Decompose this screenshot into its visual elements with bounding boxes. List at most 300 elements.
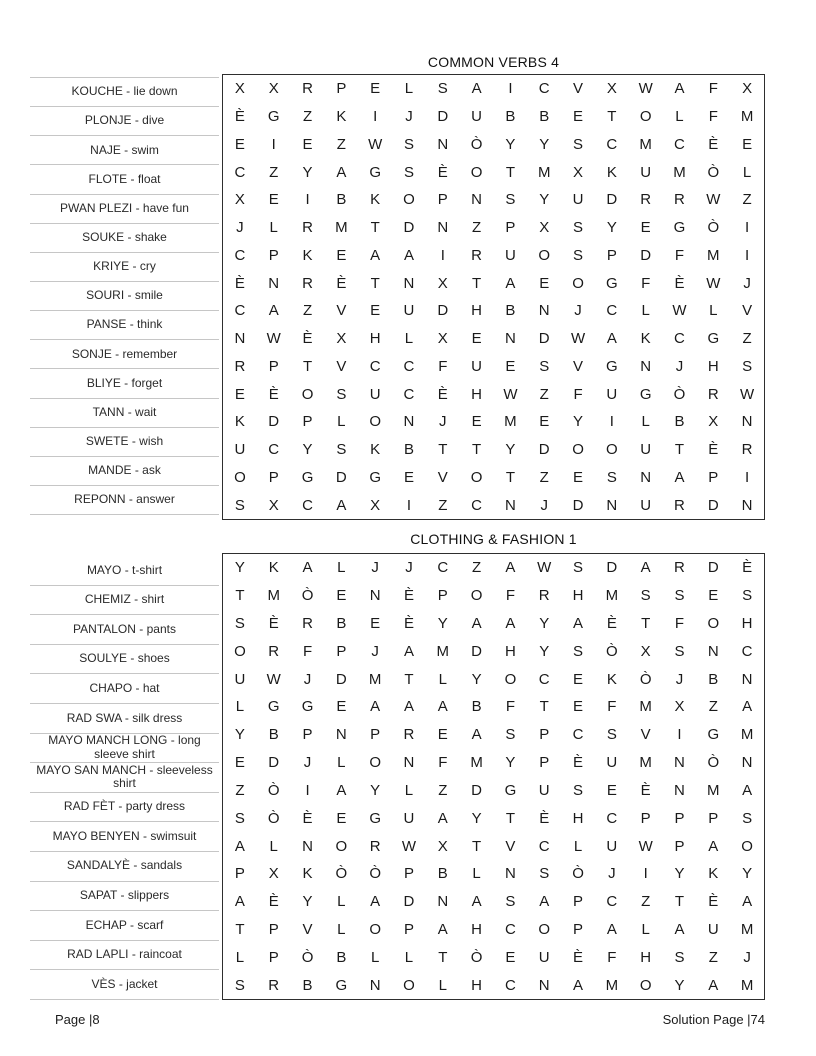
grid-letter: È — [403, 587, 414, 605]
grid-letter: F — [641, 274, 651, 292]
grid-letter: C — [538, 670, 550, 688]
grid-letter: Y — [505, 441, 516, 459]
grid-letter: J — [405, 559, 413, 577]
grid-letter: C — [572, 726, 584, 744]
grid-letter: L — [337, 559, 346, 577]
grid-letter: D — [403, 893, 415, 911]
word-list-item: MAYO BENYEN - swimsuit — [30, 822, 219, 852]
grid-letter: P — [336, 642, 347, 660]
grid-letter: C — [606, 809, 618, 827]
word-list-item: SOURI - smile — [30, 282, 219, 311]
grid-letter: Y — [302, 163, 313, 181]
grid-letter: S — [742, 809, 753, 827]
solution-page-reference: Solution Page |74 — [662, 1012, 765, 1027]
grid-letter: K — [234, 413, 245, 431]
grid-letter: H — [471, 302, 483, 320]
grid-letter: E — [370, 302, 381, 320]
grid-letter: D — [538, 441, 550, 459]
grid-letter: R — [302, 615, 313, 633]
grid-letter: N — [403, 754, 415, 772]
grid-letter: C — [538, 80, 550, 98]
grid-letter: E — [268, 191, 279, 209]
word-list-item: SOUKE - shake — [30, 224, 219, 253]
grid-letter: V — [573, 357, 584, 375]
grid-letter: F — [708, 80, 718, 98]
grid-letter: A — [640, 559, 651, 577]
grid-letter: Y — [539, 191, 550, 209]
grid-letter: T — [235, 587, 245, 605]
grid-letter: F — [302, 642, 313, 660]
grid-letter: G — [707, 330, 720, 348]
grid-letter: M — [740, 920, 754, 938]
grid-letter: N — [437, 893, 449, 911]
grid-letter: O — [403, 191, 415, 209]
grid-letter: B — [437, 865, 448, 883]
grid-letter: T — [674, 441, 685, 459]
grid-letter: A — [437, 698, 448, 716]
word-list-clothing-fashion — [30, 556, 219, 1000]
grid-letter: È — [302, 330, 313, 348]
grid-letter: I — [305, 191, 310, 209]
grid-letter: A — [302, 559, 313, 577]
grid-letter: Ò — [470, 135, 483, 153]
grid-letter: S — [573, 246, 584, 264]
grid-letter: S — [674, 948, 685, 966]
grid-letter: D — [403, 219, 415, 237]
grid-letter: N — [369, 976, 381, 994]
grid-letter: C — [403, 357, 415, 375]
grid-letter: M — [740, 976, 754, 994]
grid-letter: E — [742, 135, 753, 153]
grid-letter: W — [706, 274, 721, 292]
grid-letter: U — [471, 357, 483, 375]
grid-letter: Z — [472, 219, 482, 237]
grid-letter: T — [235, 920, 245, 938]
letter-grid-clothing-fashion — [222, 553, 765, 1000]
grid-letter: Z — [302, 302, 313, 320]
grid-letter: C — [437, 559, 449, 577]
grid-letter: O — [335, 837, 348, 855]
grid-letter: I — [745, 219, 750, 237]
grid-letter: E — [234, 385, 245, 403]
grid-letter: L — [337, 754, 346, 772]
grid-letter: È — [437, 163, 448, 181]
grid-letter: Y — [370, 781, 381, 799]
grid-letter: H — [471, 976, 483, 994]
grid-letter: L — [438, 976, 447, 994]
grid-letter: V — [505, 837, 516, 855]
grid-letter: G — [267, 108, 280, 126]
grid-letter: F — [438, 754, 448, 772]
grid-letter: N — [741, 670, 753, 688]
word-list-item: MAYO MANCH LONG - long sleeve shirt — [30, 734, 219, 764]
grid-letter: E — [505, 357, 516, 375]
grid-letter: N — [538, 976, 550, 994]
grid-letter: G — [369, 468, 381, 486]
grid-letter: O — [504, 670, 517, 688]
grid-letter: L — [404, 781, 414, 799]
grid-letter: P — [437, 191, 448, 209]
grid-letter: R — [302, 219, 313, 237]
grid-letter: È — [674, 274, 685, 292]
word-list-item: CHAPO - hat — [30, 674, 219, 704]
grid-letter: T — [370, 219, 380, 237]
grid-letter: S — [573, 135, 584, 153]
grid-letter: G — [707, 726, 720, 744]
grid-letter: J — [540, 496, 548, 514]
grid-letter: C — [538, 837, 550, 855]
grid-letter: Y — [302, 441, 313, 459]
grid-letter: C — [504, 920, 516, 938]
grid-letter: E — [370, 80, 381, 98]
grid-letter: E — [234, 135, 245, 153]
grid-letter: S — [573, 559, 584, 577]
grid-letter: D — [572, 496, 584, 514]
grid-letter: N — [674, 754, 685, 772]
grid-letter: N — [741, 754, 753, 772]
grid-letter: C — [606, 893, 618, 911]
grid-letter: A — [742, 781, 753, 799]
grid-letter: Y — [674, 976, 685, 994]
grid-letter: K — [268, 559, 279, 577]
grid-letter: D — [707, 496, 719, 514]
grid-letter: G — [335, 976, 348, 994]
grid-letter: W — [266, 670, 281, 688]
grid-letter: H — [707, 357, 719, 375]
grid-letter: Ò — [335, 865, 348, 883]
grid-letter: W — [570, 330, 586, 348]
grid-letter: P — [268, 948, 279, 966]
grid-letter: X — [234, 191, 245, 209]
grid-letter: N — [674, 781, 685, 799]
grid-letter: A — [505, 615, 516, 633]
grid-letter: Y — [234, 559, 245, 577]
grid-letter: A — [403, 698, 414, 716]
grid-letter: E — [573, 108, 584, 126]
grid-letter: O — [707, 615, 720, 633]
grid-letter: R — [268, 976, 280, 994]
grid-letter: E — [471, 330, 482, 348]
grid-letter: E — [302, 135, 313, 153]
grid-letter: M — [639, 135, 652, 153]
grid-letter: D — [268, 413, 280, 431]
word-list-item: RAD LAPLI - raincoat — [30, 941, 219, 971]
grid-letter: A — [708, 976, 719, 994]
grid-letter: Ò — [572, 865, 584, 883]
grid-letter: X — [268, 865, 279, 883]
grid-letter: A — [234, 893, 245, 911]
grid-letter: V — [336, 357, 347, 375]
grid-letter: C — [234, 302, 246, 320]
grid-letter: Z — [438, 496, 448, 514]
grid-letter: A — [370, 246, 381, 264]
grid-letter: T — [607, 108, 617, 126]
grid-letter: S — [336, 441, 347, 459]
grid-letter: J — [236, 219, 244, 237]
grid-letter: X — [268, 496, 279, 514]
grid-letter: E — [539, 413, 550, 431]
grid-letter: È — [234, 274, 245, 292]
grid-letter: E — [573, 698, 584, 716]
word-list-item: PLONJE - dive — [30, 107, 219, 136]
grid-letter: X — [437, 330, 448, 348]
grid-letter: E — [403, 468, 414, 486]
grid-letter: A — [234, 837, 245, 855]
grid-letter: O — [470, 163, 483, 181]
grid-letter: L — [709, 302, 718, 320]
grid-letter: N — [504, 330, 516, 348]
grid-letter: P — [268, 246, 279, 264]
grid-letter: Ò — [707, 163, 720, 181]
grid-letter: R — [369, 837, 381, 855]
grid-letter: L — [370, 948, 380, 966]
grid-letter: P — [268, 920, 279, 938]
word-list-item: KOUCHE - lie down — [30, 77, 219, 107]
grid-letter: W — [266, 330, 281, 348]
grid-letter: A — [742, 893, 753, 911]
grid-letter: S — [573, 219, 584, 237]
grid-letter: O — [369, 754, 381, 772]
grid-letter: N — [640, 468, 652, 486]
grid-letter: I — [373, 108, 378, 126]
grid-letter: O — [572, 441, 584, 459]
grid-letter: X — [268, 80, 279, 98]
grid-letter: P — [606, 246, 617, 264]
grid-letter: B — [336, 191, 347, 209]
grid-letter: I — [440, 246, 445, 264]
grid-letter: A — [336, 496, 347, 514]
grid-letter: T — [472, 441, 482, 459]
grid-letter: J — [405, 108, 413, 126]
word-list-item: NAJE - swim — [30, 136, 219, 165]
grid-letter: Z — [742, 191, 752, 209]
grid-letter: R — [707, 385, 719, 403]
grid-letter: U — [369, 385, 381, 403]
grid-letter: K — [336, 108, 347, 126]
grid-letter: U — [606, 385, 618, 403]
grid-letter: S — [573, 642, 584, 660]
grid-letter: K — [606, 163, 617, 181]
word-list-item: MAYO SAN MANCH - sleeveless shirt — [30, 763, 219, 793]
grid-letter: E — [505, 948, 516, 966]
grid-letter: A — [573, 615, 584, 633]
word-list-item: BLIYE - forget — [30, 369, 219, 398]
grid-letter: N — [707, 642, 719, 660]
grid-letter: I — [745, 468, 750, 486]
grid-letter: S — [539, 357, 550, 375]
grid-letter: Y — [234, 726, 245, 744]
grid-letter: M — [740, 726, 754, 744]
grid-letter: U — [640, 163, 652, 181]
grid-letter: G — [504, 781, 517, 799]
grid-letter: M — [605, 587, 619, 605]
grid-letter: È — [268, 385, 279, 403]
word-list-item: REPONN - answer — [30, 486, 219, 515]
grid-letter: J — [303, 670, 312, 688]
grid-letter: N — [741, 413, 753, 431]
grid-letter: Z — [742, 330, 752, 348]
grid-letter: O — [639, 108, 652, 126]
grid-letter: D — [707, 559, 719, 577]
word-list-common-verbs — [30, 77, 219, 515]
grid-letter: C — [741, 642, 753, 660]
grid-letter: D — [437, 108, 449, 126]
word-list-item: FLOTE - float — [30, 165, 219, 194]
grid-letter: G — [369, 163, 381, 181]
grid-letter: T — [438, 948, 448, 966]
grid-letter: O — [234, 642, 246, 660]
grid-letter: O — [538, 246, 551, 264]
grid-letter: È — [573, 754, 584, 772]
grid-letter: A — [471, 893, 482, 911]
grid-letter: O — [470, 587, 483, 605]
grid-letter: Y — [437, 615, 448, 633]
grid-letter: S — [539, 865, 550, 883]
grid-letter: A — [471, 80, 482, 98]
letter-grid-common-verbs — [222, 74, 765, 520]
grid-letter: F — [573, 385, 583, 403]
grid-letter: B — [336, 615, 347, 633]
grid-letter: M — [470, 754, 483, 772]
grid-letter: O — [369, 413, 381, 431]
grid-letter: S — [234, 496, 245, 514]
grid-letter: U — [640, 441, 652, 459]
grid-letter: S — [606, 726, 617, 744]
grid-letter: I — [609, 413, 614, 431]
grid-letter: P — [539, 726, 550, 744]
grid-letter: S — [573, 781, 584, 799]
grid-letter: M — [740, 108, 754, 126]
grid-letter: V — [640, 726, 651, 744]
grid-letter: B — [674, 413, 685, 431]
grid-letter: S — [403, 163, 414, 181]
grid-letter: D — [471, 642, 483, 660]
grid-letter: Z — [336, 135, 346, 153]
grid-letter: U — [504, 246, 516, 264]
grid-letter: O — [301, 385, 314, 403]
grid-letter: C — [234, 246, 246, 264]
grid-letter: Y — [742, 865, 753, 883]
grid-letter: N — [302, 837, 313, 855]
grid-letter: Z — [269, 163, 279, 181]
grid-letter: S — [606, 468, 617, 486]
grid-letter: T — [472, 274, 482, 292]
grid-letter: C — [674, 135, 685, 153]
grid-letter: P — [708, 809, 719, 827]
grid-letter: J — [675, 670, 684, 688]
page-number: Page |8 — [55, 1012, 100, 1027]
grid-letter: R — [302, 80, 313, 98]
grid-letter: M — [504, 413, 517, 431]
grid-letter: E — [539, 274, 550, 292]
grid-letter: Ò — [301, 587, 314, 605]
grid-letter: P — [268, 468, 279, 486]
grid-letter: U — [403, 809, 415, 827]
grid-letter: L — [573, 837, 583, 855]
grid-letter: V — [437, 468, 448, 486]
grid-letter: B — [302, 976, 313, 994]
grid-letter: R — [640, 191, 652, 209]
grid-letter: T — [404, 670, 414, 688]
grid-letter: A — [606, 330, 617, 348]
grid-letter: R — [538, 587, 550, 605]
grid-letter: V — [573, 80, 584, 98]
grid-letter: D — [606, 559, 618, 577]
grid-letter: O — [572, 274, 584, 292]
grid-letter: E — [370, 615, 381, 633]
word-list-item: MANDE - ask — [30, 457, 219, 486]
grid-letter: A — [336, 781, 347, 799]
grid-letter: P — [674, 837, 685, 855]
grid-letter: U — [606, 837, 618, 855]
grid-letter: S — [403, 135, 414, 153]
grid-letter: X — [708, 413, 719, 431]
word-list-item: SOULYE - shoes — [30, 645, 219, 675]
grid-letter: D — [437, 302, 449, 320]
grid-letter: X — [437, 837, 448, 855]
grid-letter: W — [638, 837, 653, 855]
grid-letter: G — [673, 219, 686, 237]
grid-letter: H — [572, 809, 584, 827]
grid-letter: J — [608, 865, 616, 883]
grid-letter: P — [640, 809, 651, 827]
grid-letter: F — [505, 587, 515, 605]
grid-letter: A — [336, 163, 347, 181]
grid-letter: Z — [641, 893, 651, 911]
grid-letter: E — [336, 809, 347, 827]
grid-letter: F — [607, 948, 617, 966]
grid-letter: Y — [505, 135, 516, 153]
grid-letter: Ò — [470, 948, 483, 966]
grid-letter: P — [539, 754, 550, 772]
grid-letter: P — [573, 893, 584, 911]
grid-letter: A — [539, 893, 550, 911]
grid-letter: M — [707, 781, 720, 799]
grid-letter: L — [337, 893, 346, 911]
grid-letter: F — [607, 698, 617, 716]
grid-letter: D — [640, 246, 652, 264]
grid-letter: U — [538, 781, 550, 799]
grid-letter: C — [302, 496, 313, 514]
grid-letter: E — [708, 587, 719, 605]
grid-letter: W — [706, 191, 721, 209]
grid-letter: X — [437, 274, 448, 292]
grid-letter: S — [674, 642, 685, 660]
grid-letter: M — [605, 976, 619, 994]
grid-letter: M — [673, 163, 686, 181]
grid-letter: Z — [302, 108, 313, 126]
grid-letter: R — [302, 274, 313, 292]
grid-letter: M — [639, 698, 652, 716]
grid-letter: N — [538, 302, 550, 320]
grid-letter: L — [742, 163, 752, 181]
grid-letter: P — [403, 865, 414, 883]
word-list-item: VÈS - jacket — [30, 970, 219, 1000]
grid-letter: L — [675, 108, 684, 126]
grid-letter: H — [741, 615, 753, 633]
grid-letter: E — [606, 781, 617, 799]
grid-letter: T — [472, 837, 482, 855]
puzzle-title-clothing-fashion: CLOTHING & FASHION 1 — [410, 531, 577, 547]
grid-letter: C — [369, 357, 381, 375]
grid-letter: E — [471, 413, 482, 431]
grid-letter: C — [606, 135, 618, 153]
grid-letter: N — [504, 865, 516, 883]
grid-letter: S — [505, 726, 516, 744]
grid-letter: M — [639, 754, 652, 772]
grid-letter: H — [504, 642, 516, 660]
grid-letter: G — [301, 698, 314, 716]
